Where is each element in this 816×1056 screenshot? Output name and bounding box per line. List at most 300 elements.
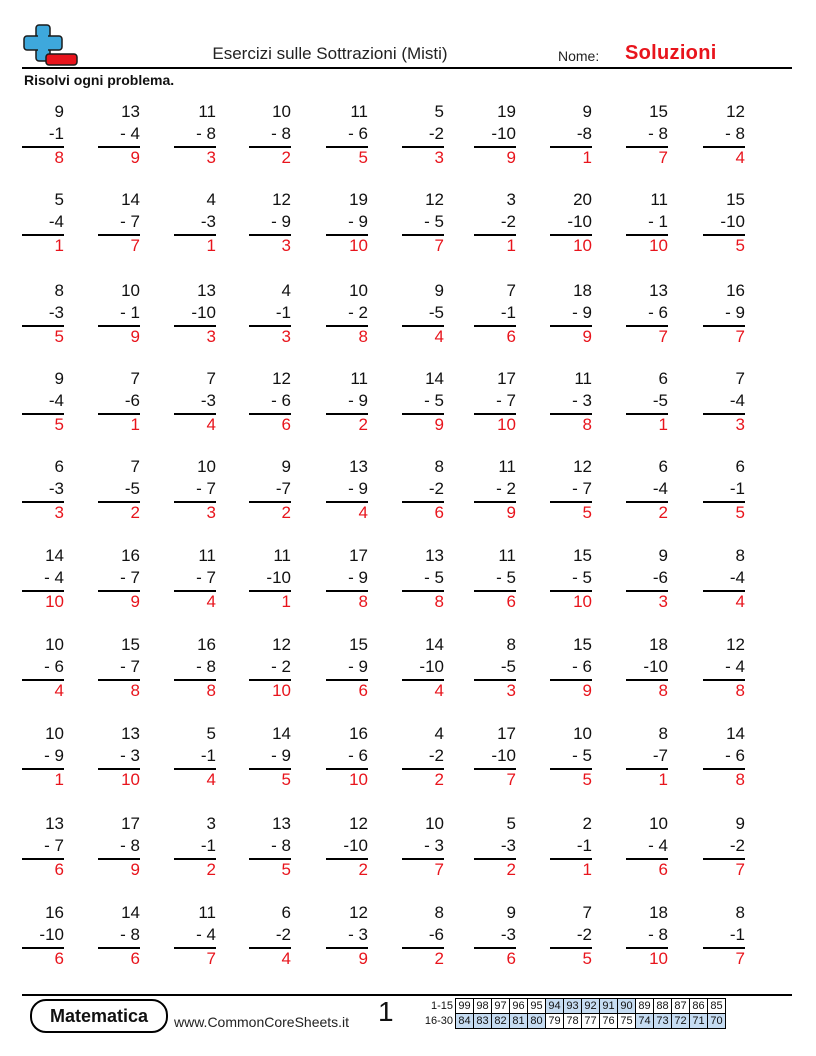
minuend: 15 [121,635,140,654]
score-cell: 87 [672,999,690,1014]
subtraction-problem [474,369,516,439]
answer: 6 [658,860,668,879]
score-cell: 92 [582,999,600,1014]
minuend: 15 [349,635,368,654]
subtrahend: -10 [191,303,216,322]
subtrahend: - 5 [572,746,592,765]
subtrahend: -5 [428,303,444,322]
subtrahend: -1 [275,303,291,322]
minuend: 8 [735,903,745,922]
subtrahend: -10 [419,657,444,676]
subtraction-problem [703,190,745,260]
subtrahend: - 8 [120,925,140,944]
answer: 8 [658,681,668,700]
answer: 3 [658,592,668,611]
minuend: 12 [272,369,291,388]
answer: 10 [649,236,668,255]
subtrahend: -2 [576,925,592,944]
subtrahend: - 7 [44,836,64,855]
minuend: 20 [573,190,592,209]
subtraction-problem [703,635,745,705]
subtraction-problem [249,903,291,973]
minuend: 5 [434,102,444,121]
answer: 8 [358,592,368,611]
subtraction-problem [249,281,291,351]
answer: 4 [206,592,216,611]
subtrahend: - 1 [648,212,668,231]
subtrahend: - 3 [348,925,368,944]
subtrahend: - 3 [572,391,592,410]
score-cell: 90 [618,999,636,1014]
subtraction-problem [626,457,668,527]
answer: 8 [54,148,64,167]
subtrahend: -2 [428,479,444,498]
answer: 10 [45,592,64,611]
answer: 10 [272,681,291,700]
answer: 10 [649,949,668,968]
answer-key-label: Soluzioni [625,42,717,64]
subtrahend: - 8 [196,124,216,143]
minuend: 17 [497,369,516,388]
answer: 6 [358,681,368,700]
subtraction-problem [550,190,592,260]
answer: 7 [735,860,745,879]
subtrahend: - 5 [424,391,444,410]
answer: 3 [206,148,216,167]
answer: 10 [349,236,368,255]
subtrahend: - 4 [120,124,140,143]
subtraction-problem [550,457,592,527]
subtrahend: - 2 [348,303,368,322]
subtrahend: - 8 [271,124,291,143]
score-cell: 96 [510,999,528,1014]
minuend: 10 [272,102,291,121]
subtrahend: - 5 [496,568,516,587]
subtraction-problem [626,724,668,794]
subtrahend: - 9 [572,303,592,322]
minuend: 4 [206,190,216,209]
subtrahend: -1 [576,836,592,855]
answer: 5 [281,860,291,879]
subtraction-problem [474,903,516,973]
minuend: 6 [735,457,745,476]
minuend: 4 [281,281,291,300]
answer: 7 [130,236,140,255]
answer: 9 [130,148,140,167]
subtraction-problem [703,102,745,172]
subtrahend: - 7 [196,568,216,587]
subtrahend: - 8 [725,124,745,143]
name-label: Nome: [558,48,600,64]
answer: 7 [735,949,745,968]
answer: 9 [434,415,444,434]
subtraction-problem [326,724,368,794]
subtraction-problem [626,635,668,705]
subtraction-problem [550,903,592,973]
subtrahend: -3 [48,303,64,322]
subtrahend: - 6 [725,746,745,765]
worksheet-title: Esercizi sulle Sottrazioni (Misti) [212,44,448,63]
subtrahend: - 6 [44,657,64,676]
subtraction-problem [402,635,444,705]
subtraction-problem [174,546,216,616]
minuend: 12 [272,635,291,654]
subtraction-problem [174,369,216,439]
answer: 6 [506,327,516,346]
minuend: 19 [497,102,516,121]
minuend: 8 [506,635,516,654]
minuend: 7 [130,457,140,476]
subtrahend: - 3 [120,746,140,765]
subtraction-problem [98,190,140,260]
minuend: 16 [726,281,745,300]
minuend: 5 [54,190,64,209]
minuend: 7 [206,369,216,388]
minuend: 7 [735,369,745,388]
score-cell: 99 [456,999,474,1014]
subtrahend: -4 [48,391,64,410]
subtrahend: - 8 [196,657,216,676]
subtrahend: -2 [428,124,444,143]
subtrahend: -3 [200,391,216,410]
minuend: 10 [197,457,216,476]
answer: 3 [735,415,745,434]
minuend: 10 [45,724,64,743]
score-row-label: 16-30 [424,1015,453,1027]
subtrahend: -10 [343,836,368,855]
minuend: 9 [506,903,516,922]
score-cell: 76 [600,1014,618,1029]
subtraction-problem [402,369,444,439]
minuend: 16 [349,724,368,743]
answer: 9 [130,327,140,346]
minuend: 11 [198,546,216,565]
score-cell: 71 [690,1014,708,1029]
subtrahend: - 1 [120,303,140,322]
subtraction-problem [249,635,291,705]
minuend: 13 [121,724,140,743]
subtraction-problem [98,457,140,527]
answer: 6 [434,503,444,522]
subtraction-problem [703,457,745,527]
subtraction-problem [626,190,668,260]
subtraction-problem [249,102,291,172]
answer: 7 [735,327,745,346]
subtraction-problem [474,190,516,260]
minuend: 9 [434,281,444,300]
minuend: 18 [573,281,592,300]
subtrahend: -10 [491,124,516,143]
subtraction-problem [550,281,592,351]
answer: 4 [434,327,444,346]
answer: 8 [358,327,368,346]
subtrahend: - 9 [348,391,368,410]
score-cell: 80 [528,1014,546,1029]
subtraction-problem [98,369,140,439]
answer: 9 [130,860,140,879]
minuend: 9 [281,457,291,476]
answer: 3 [506,681,516,700]
subtrahend: -4 [652,479,668,498]
answer: 5 [735,236,745,255]
subtraction-problem [326,814,368,884]
answer: 8 [735,681,745,700]
subtraction-problem [402,457,444,527]
subtraction-problem [550,369,592,439]
minuend: 8 [735,546,745,565]
subtrahend: - 8 [271,836,291,855]
subtraction-problem [550,724,592,794]
subtraction-problem [98,724,140,794]
score-cell: 94 [546,999,564,1014]
answer: 2 [281,503,291,522]
subtraction-problem [22,724,64,794]
subtraction-problem [402,814,444,884]
subtraction-problem [249,724,291,794]
subtrahend: -5 [500,657,516,676]
minuend: 12 [425,190,444,209]
score-table [417,998,726,1029]
subtrahend: - 4 [648,836,668,855]
subtrahend: -3 [200,212,216,231]
subtraction-problem [326,635,368,705]
answer: 10 [497,415,516,434]
subtraction-problem [326,546,368,616]
subtraction-problem [474,457,516,527]
subtrahend: - 7 [496,391,516,410]
minuend: 14 [121,190,140,209]
minuend: 15 [649,102,668,121]
minuend: 10 [45,635,64,654]
score-cell: 75 [618,1014,636,1029]
subtraction-problem [174,190,216,260]
answer: 7 [506,770,516,789]
minuend: 8 [434,903,444,922]
answer: 7 [434,860,444,879]
minuend: 12 [272,190,291,209]
answer: 6 [130,949,140,968]
answer: 8 [735,770,745,789]
answer: 2 [434,949,444,968]
answer: 5 [54,415,64,434]
subtrahend: - 9 [271,746,291,765]
answer: 1 [54,770,64,789]
subtraction-problem [174,903,216,973]
minuend: 4 [434,724,444,743]
answer: 8 [206,681,216,700]
subtraction-problem [474,546,516,616]
subtrahend: -3 [500,836,516,855]
subtraction-problem [326,903,368,973]
answer: 10 [573,236,592,255]
minuend: 2 [582,814,592,833]
minuend: 13 [121,102,140,121]
answer: 3 [206,327,216,346]
subtrahend: - 9 [348,212,368,231]
subtrahend: - 7 [120,212,140,231]
minuend: 11 [574,369,592,388]
answer: 4 [206,415,216,434]
subtrahend: - 5 [424,212,444,231]
subtraction-problem [703,281,745,351]
answer: 6 [54,949,64,968]
subtraction-problem [703,724,745,794]
subtraction-problem [249,814,291,884]
answer: 4 [358,503,368,522]
score-cell: 93 [564,999,582,1014]
answer: 2 [281,148,291,167]
subtraction-problem [703,814,745,884]
footer-divider [22,994,792,996]
subtrahend: -5 [652,391,668,410]
subtrahend: -2 [428,746,444,765]
subtrahend: -3 [500,925,516,944]
subtrahend: - 9 [348,657,368,676]
subtraction-problem [550,546,592,616]
subtraction-problem [402,281,444,351]
minuend: 15 [573,635,592,654]
answer: 7 [658,327,668,346]
subtrahend: -3 [48,479,64,498]
answer: 9 [358,949,368,968]
subtraction-problem [326,190,368,260]
score-cell: 70 [708,1014,726,1029]
subtraction-problem [174,281,216,351]
answer: 10 [349,770,368,789]
subtraction-problem [98,635,140,705]
subtrahend: -1 [729,925,745,944]
subtrahend: -2 [500,212,516,231]
answer: 1 [582,860,592,879]
minuend: 11 [198,903,216,922]
subtraction-problem [402,903,444,973]
subtrahend: - 3 [424,836,444,855]
minuend: 13 [425,546,444,565]
score-cell: 79 [546,1014,564,1029]
minuend: 13 [45,814,64,833]
subtraction-problem [249,369,291,439]
score-cell: 83 [474,1014,492,1029]
subtrahend: - 6 [271,391,291,410]
subtrahend: - 9 [348,568,368,587]
minuend: 11 [273,546,291,565]
subtrahend: - 5 [572,568,592,587]
subtrahend: - 6 [348,124,368,143]
subtrahend: -10 [491,746,516,765]
subtraction-problem [474,814,516,884]
answer: 4 [735,592,745,611]
subtraction-problem [174,457,216,527]
minuend: 6 [658,369,668,388]
minuend: 17 [349,546,368,565]
subtraction-problem [326,457,368,527]
score-row-label: 1-15 [430,1000,453,1012]
minuend: 12 [349,903,368,922]
subtraction-problem [474,102,516,172]
subtraction-problem [174,102,216,172]
subtraction-problem [626,814,668,884]
minuend: 8 [658,724,668,743]
minuend: 8 [434,457,444,476]
answer: 6 [506,592,516,611]
subtraction-problem [22,546,64,616]
subtrahend: - 9 [725,303,745,322]
answer: 5 [54,327,64,346]
minuend: 11 [350,102,368,121]
score-cell: 74 [636,1014,654,1029]
minuend: 7 [130,369,140,388]
subtrahend: - 2 [496,479,516,498]
answer: 2 [358,415,368,434]
score-cell: 97 [492,999,510,1014]
subtraction-problem [550,814,592,884]
minuend: 11 [498,457,516,476]
minuend: 9 [658,546,668,565]
minuend: 12 [349,814,368,833]
minuend: 10 [425,814,444,833]
minuend: 19 [349,190,368,209]
answer: 1 [281,592,291,611]
subtraction-problem [326,281,368,351]
answer: 6 [506,949,516,968]
answer: 5 [281,770,291,789]
subtrahend: -1 [200,746,216,765]
subtrahend: - 9 [348,479,368,498]
subtrahend: - 7 [120,568,140,587]
subtrahend: -4 [48,212,64,231]
subtrahend: -2 [729,836,745,855]
subtraction-problem [249,457,291,527]
subtraction-problem [402,190,444,260]
minuend: 10 [349,281,368,300]
minuend: 14 [121,903,140,922]
subtrahend: -10 [720,212,745,231]
subtraction-problem [626,903,668,973]
subtraction-problem [98,903,140,973]
subtraction-problem [174,724,216,794]
page-number: 1 [378,996,394,1027]
subtraction-problem [22,281,64,351]
score-cell: 72 [672,1014,690,1029]
minuend: 11 [650,190,668,209]
subtraction-problem [22,457,64,527]
subtraction-problem [22,635,64,705]
answer: 1 [658,415,668,434]
minuend: 14 [425,635,444,654]
subtraction-problem [174,814,216,884]
answer: 4 [206,770,216,789]
answer: 9 [582,327,592,346]
minuend: 12 [726,635,745,654]
answer: 5 [582,770,592,789]
subtrahend: -1 [729,479,745,498]
subtraction-problem [703,369,745,439]
answer: 9 [506,503,516,522]
subtrahend: - 9 [44,746,64,765]
answer: 2 [206,860,216,879]
minuend: 6 [281,903,291,922]
brand-badge: Matematica [30,999,168,1033]
subtraction-problem [703,903,745,973]
subtrahend: -1 [48,124,64,143]
minuend: 16 [121,546,140,565]
answer: 7 [658,148,668,167]
score-row [417,1014,726,1029]
subtrahend: -2 [275,925,291,944]
answer: 7 [206,949,216,968]
minuend: 14 [45,546,64,565]
score-cell: 86 [690,999,708,1014]
